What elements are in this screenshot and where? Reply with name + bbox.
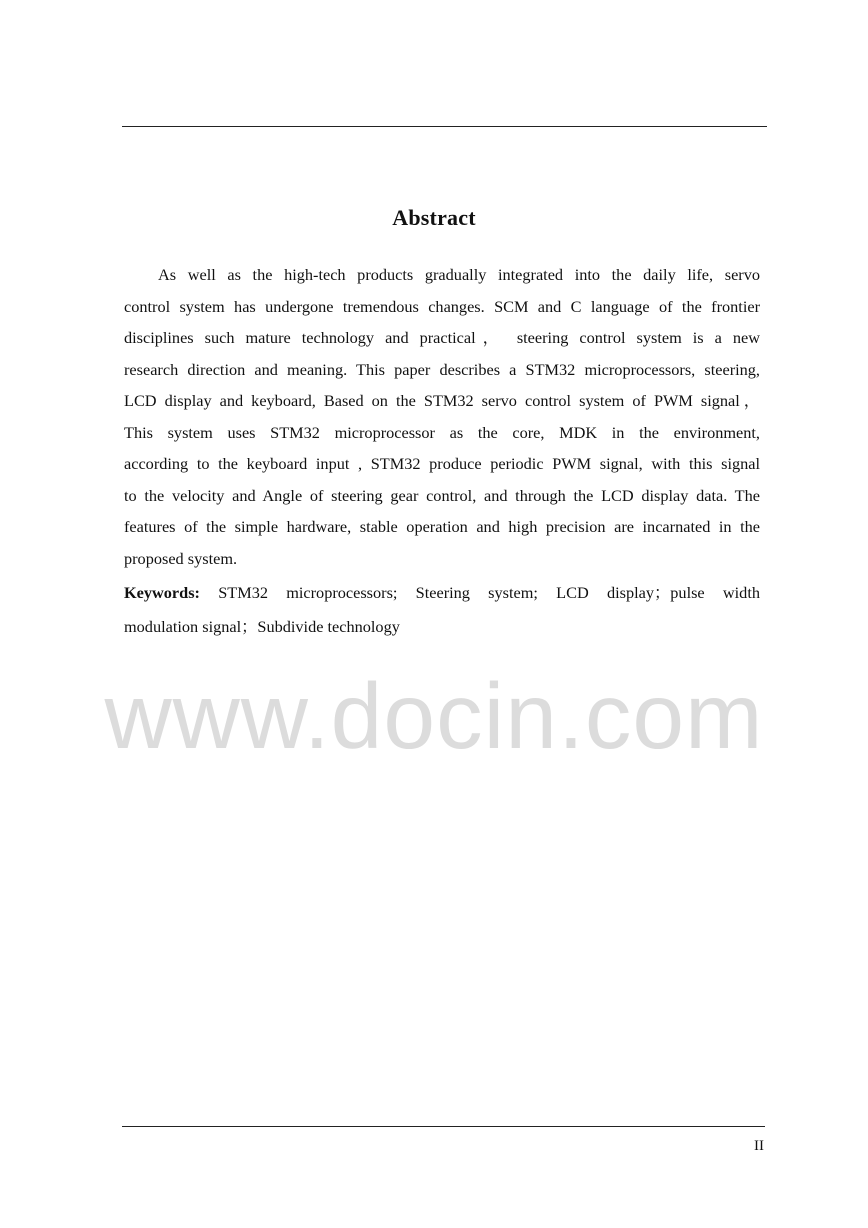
abstract-line: LCD display and keyboard, Based on the STM32 servo control system of PWM signal， [124, 391, 760, 410]
keywords-line [124, 576, 760, 610]
abstract-body [124, 259, 760, 574]
abstract-line: features of the simple hardware, stable operation and high precision are incarnated in the [124, 517, 760, 536]
abstract-line: according to the keyboard input , STM32 produce periodic PWM signal, with this signal [124, 454, 760, 473]
footer-rule [122, 1126, 765, 1127]
abstract-line: disciplines such mature technology and practical， steering control system is a new [124, 328, 760, 347]
abstract-line: As well as the high-tech products gradually integrated into the daily life, servo [158, 265, 760, 284]
abstract-line: This system uses STM32 microprocessor as the core, MDK in the environment, [124, 422, 760, 442]
abstract-line: proposed system. [124, 548, 238, 568]
keywords-label: Keywords: [124, 583, 200, 602]
header-rule [122, 126, 767, 127]
abstract-line: control system has undergone tremendous changes. SCM and C language of the frontier [124, 296, 760, 316]
page-number: II [754, 1138, 764, 1154]
keywords-text: STM32 microprocessors; Steering system; LCD display；pulse width [218, 583, 760, 602]
keywords-line-2: modulation signal；Subdivide technology [124, 617, 400, 636]
abstract-title: Abstract [392, 205, 476, 230]
abstract-line: to the velocity and Angle of steering gear control, and through the LCD display data. The [124, 485, 760, 505]
watermark: www.docin.com [104, 664, 764, 768]
keywords-block [124, 576, 760, 644]
abstract-line: research direction and meaning. This paper describes a STM32 microprocessors, steering, [124, 359, 760, 379]
